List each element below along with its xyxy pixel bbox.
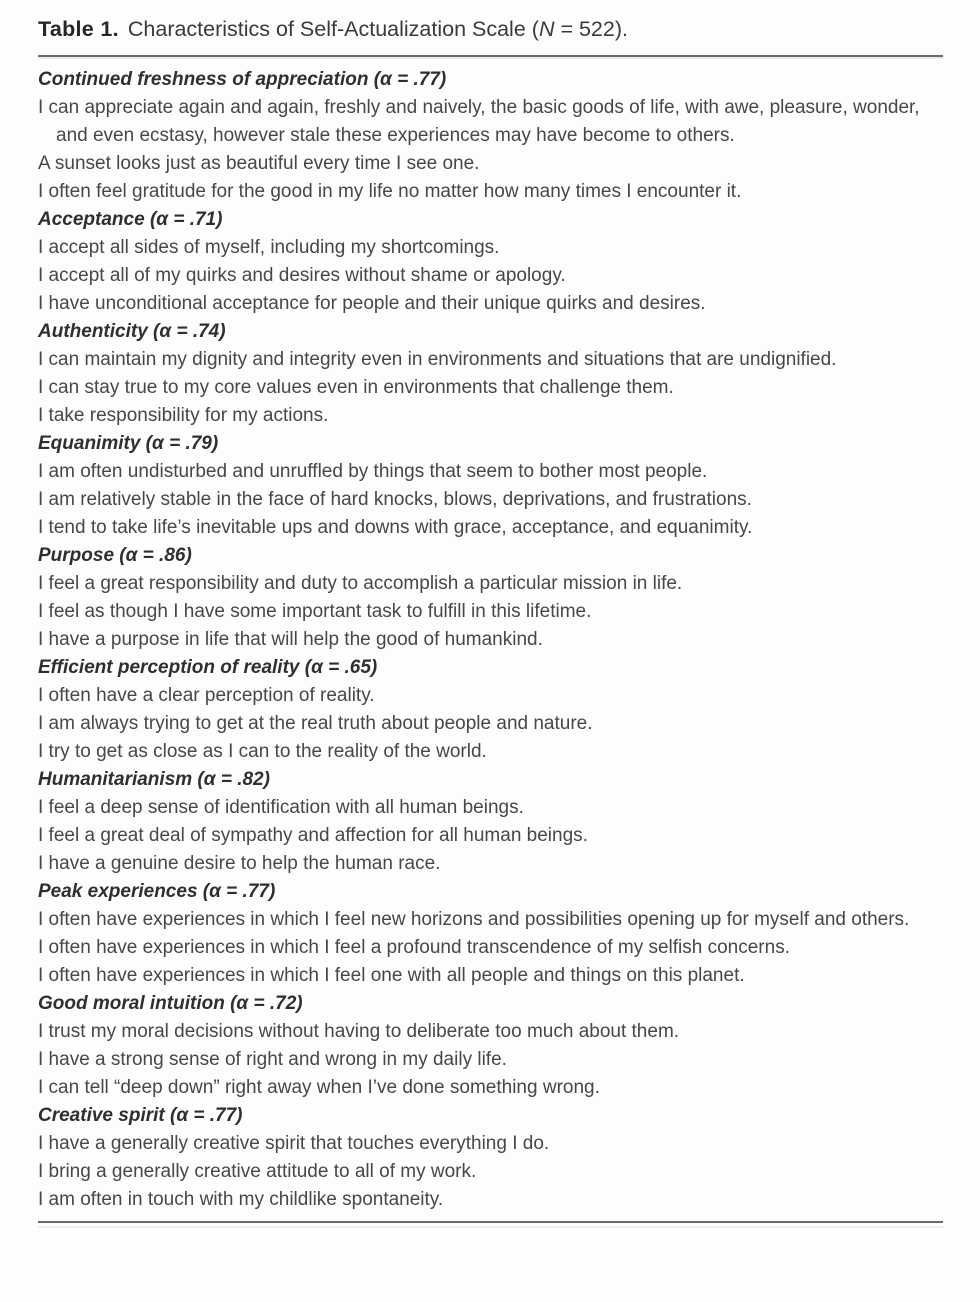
section-heading: Good moral intuition (α = .72) [38,993,303,1014]
table-top-rule [38,55,943,57]
section-heading: Acceptance (α = .71) [38,209,223,230]
section-heading: Authenticity (α = .74) [38,321,226,342]
scale-item: I feel a deep sense of identification with all human beings. [38,797,524,818]
scale-item: I can appreciate again and again, freshly and naively, the basic goods of life, with awe, pleasure, wonder, and even ecstasy, however stale these experiences may have become to others. [38,97,920,146]
section-heading: Creative spirit (α = .77) [38,1105,243,1126]
scale-item: I am often undisturbed and unruffled by things that seem to bother most people. [38,461,708,482]
scale-item: I have a generally creative spirit that touches everything I do. [38,1133,550,1154]
scale-item: I accept all sides of myself, including my shortcomings. [38,237,500,258]
scale-item: I have a strong sense of right and wrong in my daily life. [38,1049,507,1070]
table-caption-text [128,17,628,41]
scale-item: I feel a great deal of sympathy and affection for all human beings. [38,825,588,846]
section-heading: Purpose (α = .86) [38,545,192,566]
scale-section [38,430,943,542]
scale-item: I can stay true to my core values even in environments that challenge them. [38,377,674,398]
scale-item: I am often in touch with my childlike spontaneity. [38,1189,444,1210]
section-heading: Efficient perception of reality (α = .65) [38,657,378,678]
section-heading: Peak experiences (α = .77) [38,881,276,902]
table-body [38,66,943,1214]
scale-item: I am always trying to get at the real truth about people and nature. [38,713,593,734]
scale-item: I have a purpose in life that will help the good of humankind. [38,629,543,650]
section-heading: Humanitarianism (α = .82) [38,769,270,790]
scale-item: I often have a clear perception of reality. [38,685,375,706]
scale-item: I have unconditional acceptance for people and their unique quirks and desires. [38,293,706,314]
scale-item: I feel a great responsibility and duty to accomplish a particular mission in life. [38,573,683,594]
n-symbol: N [538,17,555,41]
scale-section [38,878,943,990]
scale-section [38,1102,943,1214]
scale-item: I tend to take life’s inevitable ups and downs with grace, acceptance, and equanimity. [38,517,753,538]
scale-item: I try to get as close as I can to the reality of the world. [38,741,487,762]
scale-section [38,990,943,1102]
scale-section [38,206,943,318]
scale-section [38,66,943,206]
scale-item: A sunset looks just as beautiful every time I see one. [38,153,480,174]
scale-section [38,318,943,430]
scale-item: I can tell “deep down” right away when I’ve done something wrong. [38,1077,600,1098]
table-caption-text-pre: Characteristics of Self-Actualization Scale ( [127,17,539,41]
scale-item: I feel as though I have some important task to fulfill in this lifetime. [38,601,592,622]
table-caption [38,16,943,42]
scale-item: I take responsibility for my actions. [38,405,329,426]
scale-item: I am relatively stable in the face of hard knocks, blows, deprivations, and frustrations. [38,489,752,510]
table-caption-text-post: = 522). [554,17,628,41]
table-bottom-rule [38,1221,943,1223]
scale-item: I often feel gratitude for the good in my life no matter how many times I encounter it. [38,181,742,202]
scale-section [38,542,943,654]
section-heading: Equanimity (α = .79) [38,433,219,454]
table-caption-label: Table 1. [38,17,119,41]
scale-section [38,654,943,766]
scale-item: I accept all of my quirks and desires without shame or apology. [38,265,566,286]
scale-item: I have a genuine desire to help the human race. [38,853,441,874]
scale-item: I often have experiences in which I feel a profound transcendence of my selfish concerns. [38,937,790,958]
scale-item: I trust my moral decisions without having to deliberate too much about them. [38,1021,680,1042]
section-heading: Continued freshness of appreciation (α = .77) [38,69,447,90]
scale-item: I often have experiences in which I feel one with all people and things on this planet. [38,965,745,986]
scale-item: I can maintain my dignity and integrity even in environments and situations that are undignified. [38,349,837,370]
scale-section [38,766,943,878]
scale-item: I bring a generally creative attitude to all of my work. [38,1161,477,1182]
scale-item: I often have experiences in which I feel new horizons and possibilities opening up for myself and others. [38,909,910,930]
